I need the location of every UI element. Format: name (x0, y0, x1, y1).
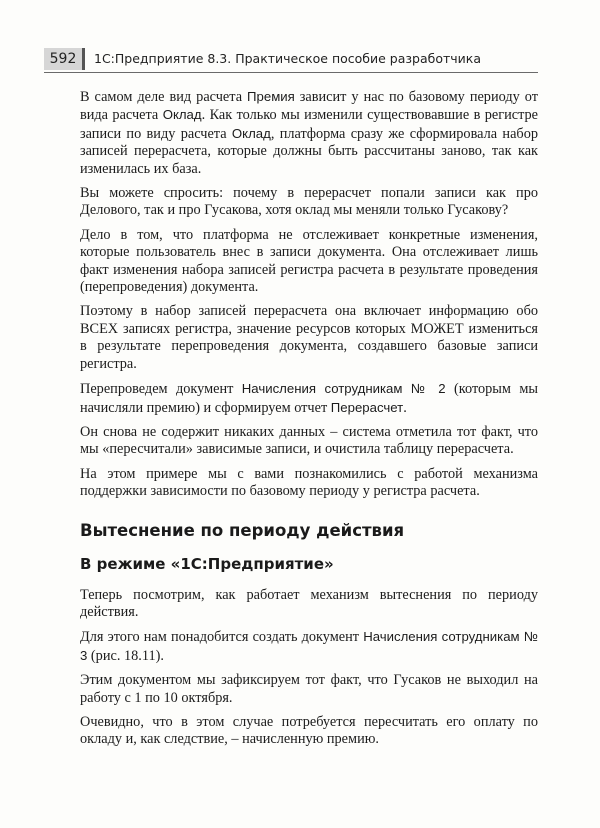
page-header (44, 46, 538, 73)
paragraph-8: Теперь посмотрим, как работает механизм вытеснения по периоду действия. (80, 586, 538, 620)
term-oklad-2: Оклад (231, 125, 271, 141)
paragraph-6: Он снова не содержит никаких данных – система отметила тот факт, что мы «пересчитали» зависимые записи, и очистила таблицу перерасчета. (80, 423, 538, 458)
paragraph-5: Перепроведем документ Начисления сотрудникам № 2 (которым мы начисляли премию) и сформируем отчет Перерасчет. (80, 381, 538, 416)
paragraph-1: В самом деле вид расчета Премия зависит у нас по базовому периоду от вида расчета Оклад. Как только мы изменили существовавшие в регистре записи по виду расчета Оклад, платформа сразу же сформировала набор записей перерасчета, которые должны быть рассчитаны заново, так как изменилась их база. (80, 89, 538, 177)
page-number: 592 (44, 48, 85, 70)
paragraph-11: Очевидно, что в этом случае потребуется пересчитать его оплату по окладу и, как следствие, – начисленную премию. (80, 713, 538, 748)
term-document-3: Начисления сотрудникам № 3 (80, 629, 538, 663)
paragraph-7: На этом примере мы с вами познакомились с работой механизма поддержки зависимости по базовому периоду у регистра расчета. (80, 465, 538, 500)
section-heading: Вытеснение по периоду действия (80, 520, 405, 540)
paragraph-3: Дело в том, что платформа не отслеживает конкретные изменения, которые пользователь внес в записи документа. Она отслеживает лишь факт изменения набора записей регистра расчета в результате проведения (перепроведения) документа. (80, 226, 538, 296)
subsection-heading: В режиме «1С:Предприятие» (80, 554, 334, 573)
running-title: 1С:Предприятие 8.3. Практическое пособие разработчика (94, 51, 481, 66)
term-premiya: Премия (247, 89, 295, 104)
term-document-2: Начисления сотрудникам № 2 (241, 381, 446, 397)
paragraph-10: Этим документом мы зафиксируем тот факт, что Гусаков не выходил на работу с 1 по 10 октября. (80, 672, 538, 706)
paragraph-2: Вы можете спросить: почему в перерасчет попали записи как про Делового, так и про Гусакова, хотя оклад мы меняли только Гусакову? (80, 185, 538, 219)
page-body (80, 88, 538, 756)
term-oklad: Оклад (162, 107, 202, 123)
term-report: Перерасчет (330, 399, 404, 415)
paragraph-4: Поэтому в набор записей перерасчета она включает информацию обо ВСЕХ записях регистра, значение ресурсов которых МОЖЕТ измениться в результате перепроведения документа, создавшего базовые записи регистра. (80, 303, 538, 372)
paragraph-9: Для этого нам понадобится создать документ Начисления сотрудникам № 3 (рис. 18.11). (80, 629, 538, 664)
